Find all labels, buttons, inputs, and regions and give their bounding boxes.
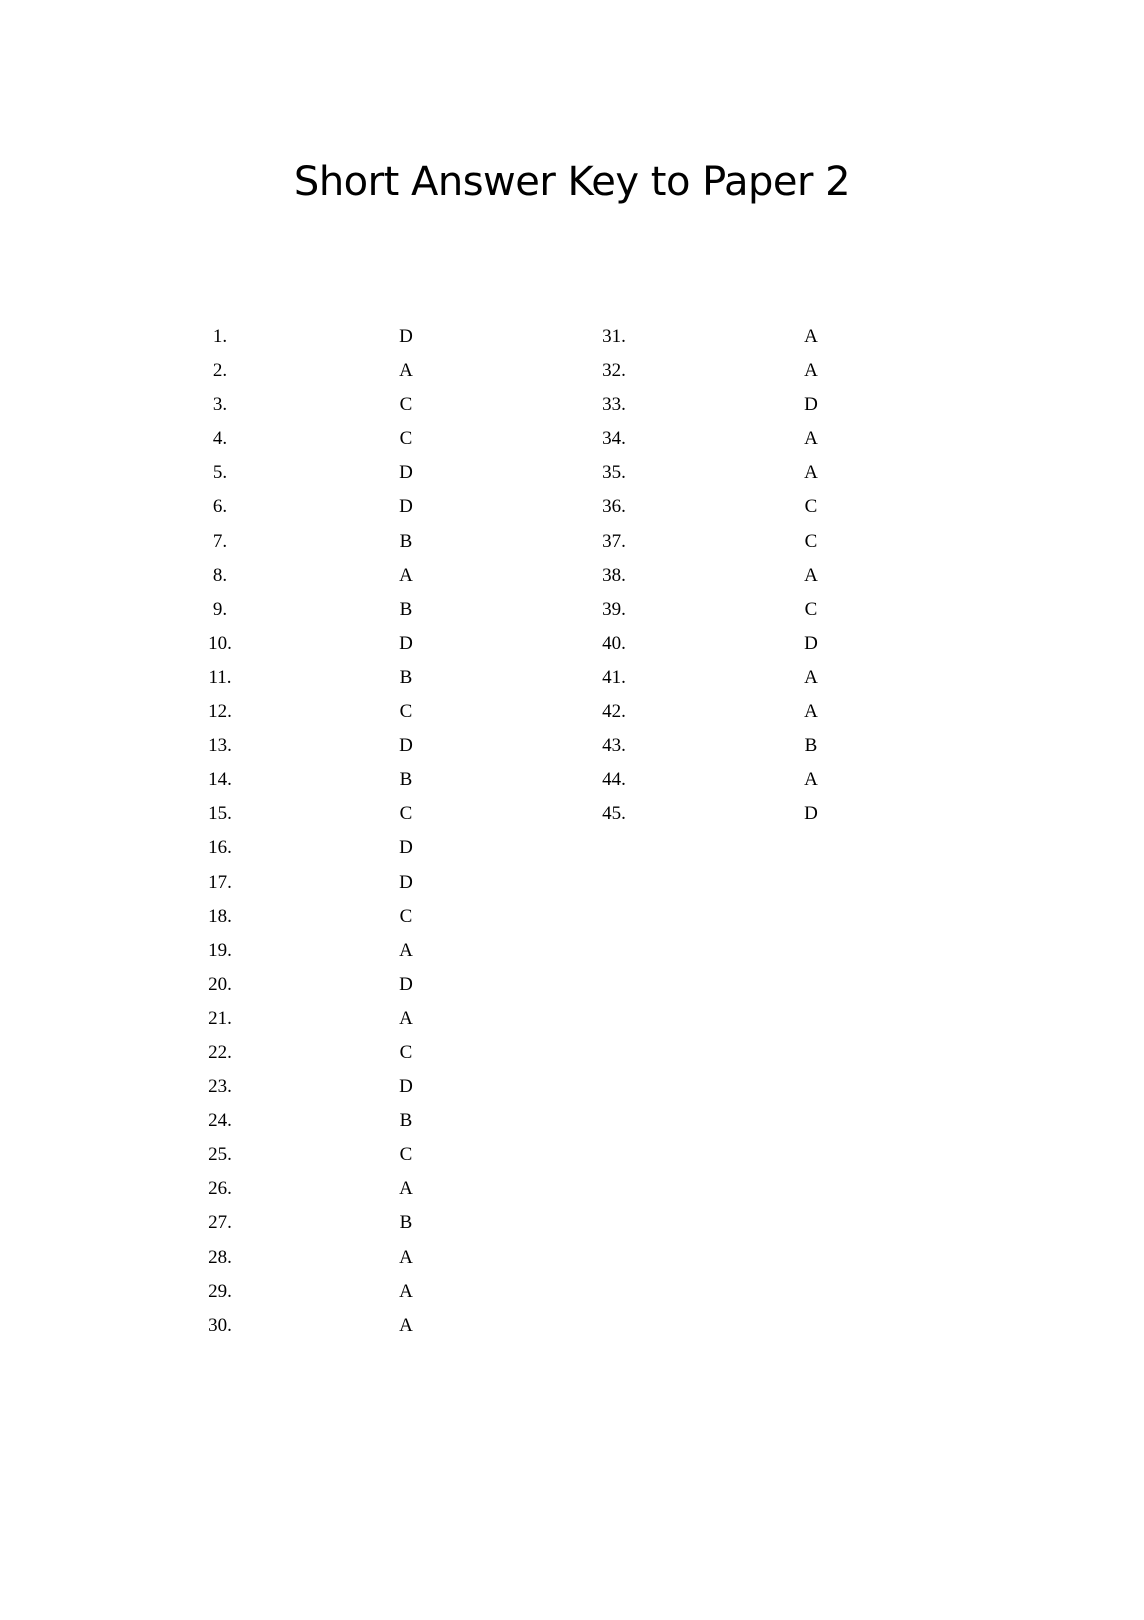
answer-row — [584, 462, 844, 496]
answer-letter: A — [399, 1314, 413, 1336]
question-number: 27. — [208, 1212, 232, 1234]
question-number: 40. — [602, 632, 626, 654]
answer-letter: A — [804, 462, 818, 484]
answer-row — [190, 940, 450, 974]
answer-letter: C — [399, 1041, 413, 1063]
answer-letter: A — [399, 939, 413, 961]
answer-column-left — [190, 326, 450, 1349]
answer-letter: B — [399, 530, 413, 552]
question-number: 6. — [212, 496, 228, 518]
question-number: 36. — [602, 496, 626, 518]
question-number: 42. — [602, 701, 626, 723]
answer-letter: D — [804, 394, 818, 416]
question-number: 31. — [602, 326, 626, 347]
answer-row — [584, 394, 844, 428]
answer-letter: A — [804, 326, 818, 347]
answer-key-grid — [0, 326, 1144, 1346]
question-number: 12. — [208, 701, 232, 723]
answer-letter: A — [804, 666, 818, 688]
answer-row — [190, 531, 450, 565]
answer-letter: A — [399, 1280, 413, 1302]
question-number: 44. — [602, 769, 626, 791]
answer-row — [190, 394, 450, 428]
answer-row — [190, 1144, 450, 1178]
question-number: 1. — [212, 326, 228, 347]
answer-row — [190, 633, 450, 667]
question-number: 23. — [208, 1076, 232, 1098]
answer-letter: C — [804, 496, 818, 518]
question-number: 24. — [208, 1110, 232, 1132]
answer-letter: A — [399, 1007, 413, 1029]
answer-letter: C — [804, 598, 818, 620]
answer-letter: D — [399, 837, 413, 859]
answer-row — [190, 769, 450, 803]
answer-row — [190, 1281, 450, 1315]
answer-letter: D — [399, 871, 413, 893]
answer-letter: D — [399, 1076, 413, 1098]
answer-letter: B — [399, 666, 413, 688]
answer-letter: A — [399, 564, 413, 586]
answer-letter: C — [399, 803, 413, 825]
answer-row — [584, 360, 844, 394]
question-number: 28. — [208, 1246, 232, 1268]
answer-row — [584, 531, 844, 565]
answer-row — [584, 326, 844, 360]
answer-row — [190, 974, 450, 1008]
answer-row — [190, 1212, 450, 1246]
question-number: 39. — [602, 598, 626, 620]
question-number: 5. — [212, 462, 228, 484]
answer-letter: B — [399, 1212, 413, 1234]
answer-row — [190, 803, 450, 837]
question-number: 14. — [208, 769, 232, 791]
answer-row — [190, 701, 450, 735]
question-number: 19. — [208, 939, 232, 961]
answer-row — [584, 769, 844, 803]
question-number: 26. — [208, 1178, 232, 1200]
question-number: 21. — [208, 1007, 232, 1029]
question-number: 10. — [208, 632, 232, 654]
answer-letter: C — [399, 905, 413, 927]
answer-row — [190, 326, 450, 360]
question-number: 22. — [208, 1041, 232, 1063]
answer-row — [584, 496, 844, 530]
question-number: 37. — [602, 530, 626, 552]
answer-row — [190, 360, 450, 394]
answer-row — [190, 837, 450, 871]
answer-letter: C — [399, 428, 413, 450]
answer-row — [190, 565, 450, 599]
answer-row — [584, 667, 844, 701]
answer-row — [190, 872, 450, 906]
question-number: 34. — [602, 428, 626, 450]
answer-row — [190, 1315, 450, 1349]
answer-row — [584, 565, 844, 599]
question-number: 3. — [212, 394, 228, 416]
answer-row — [190, 667, 450, 701]
answer-letter: D — [399, 632, 413, 654]
answer-row — [584, 633, 844, 667]
question-number: 20. — [208, 973, 232, 995]
answer-letter: A — [804, 360, 818, 382]
answer-row — [190, 906, 450, 940]
answer-letter: B — [399, 769, 413, 791]
answer-row — [190, 428, 450, 462]
page-title: Short Answer Key to Paper 2 — [293, 159, 851, 205]
answer-row — [584, 701, 844, 735]
question-number: 18. — [208, 905, 232, 927]
answer-letter: A — [399, 1178, 413, 1200]
answer-letter: C — [399, 1144, 413, 1166]
answer-row — [190, 735, 450, 769]
answer-row — [190, 1110, 450, 1144]
answer-letter: A — [804, 769, 818, 791]
answer-letter: D — [399, 496, 413, 518]
answer-letter: D — [399, 735, 413, 757]
answer-letter: B — [399, 1110, 413, 1132]
question-number: 17. — [208, 871, 232, 893]
answer-letter: C — [804, 530, 818, 552]
answer-letter: C — [399, 701, 413, 723]
question-number: 13. — [208, 735, 232, 757]
answer-row — [190, 462, 450, 496]
question-number: 16. — [208, 837, 232, 859]
answer-letter: A — [804, 428, 818, 450]
answer-letter: A — [399, 1246, 413, 1268]
question-number: 38. — [602, 564, 626, 586]
question-number: 29. — [208, 1280, 232, 1302]
answer-row — [584, 428, 844, 462]
answer-row — [190, 1247, 450, 1281]
question-number: 33. — [602, 394, 626, 416]
answer-letter: B — [399, 598, 413, 620]
answer-letter: A — [804, 564, 818, 586]
answer-letter: B — [804, 735, 818, 757]
answer-row — [190, 1178, 450, 1212]
answer-column-right — [584, 326, 844, 837]
answer-row — [190, 1008, 450, 1042]
question-number: 45. — [602, 803, 626, 825]
question-number: 7. — [212, 530, 228, 552]
answer-letter: A — [804, 701, 818, 723]
question-number: 2. — [212, 360, 228, 382]
answer-row — [190, 599, 450, 633]
answer-row — [190, 1042, 450, 1076]
question-number: 25. — [208, 1144, 232, 1166]
question-number: 35. — [602, 462, 626, 484]
question-number: 30. — [208, 1314, 232, 1336]
question-number: 32. — [602, 360, 626, 382]
question-number: 9. — [212, 598, 228, 620]
question-number: 8. — [212, 564, 228, 586]
answer-letter: A — [399, 360, 413, 382]
answer-row — [190, 1076, 450, 1110]
answer-letter: C — [399, 394, 413, 416]
answer-letter: D — [399, 326, 413, 347]
answer-row — [584, 599, 844, 633]
answer-row — [584, 803, 844, 837]
question-number: 41. — [602, 666, 626, 688]
question-number: 4. — [212, 428, 228, 450]
answer-letter: D — [399, 462, 413, 484]
answer-letter: D — [399, 973, 413, 995]
answer-letter: D — [804, 632, 818, 654]
question-number: 43. — [602, 735, 626, 757]
answer-row — [190, 496, 450, 530]
question-number: 15. — [208, 803, 232, 825]
question-number: 11. — [208, 666, 232, 688]
answer-letter: D — [804, 803, 818, 825]
answer-row — [584, 735, 844, 769]
